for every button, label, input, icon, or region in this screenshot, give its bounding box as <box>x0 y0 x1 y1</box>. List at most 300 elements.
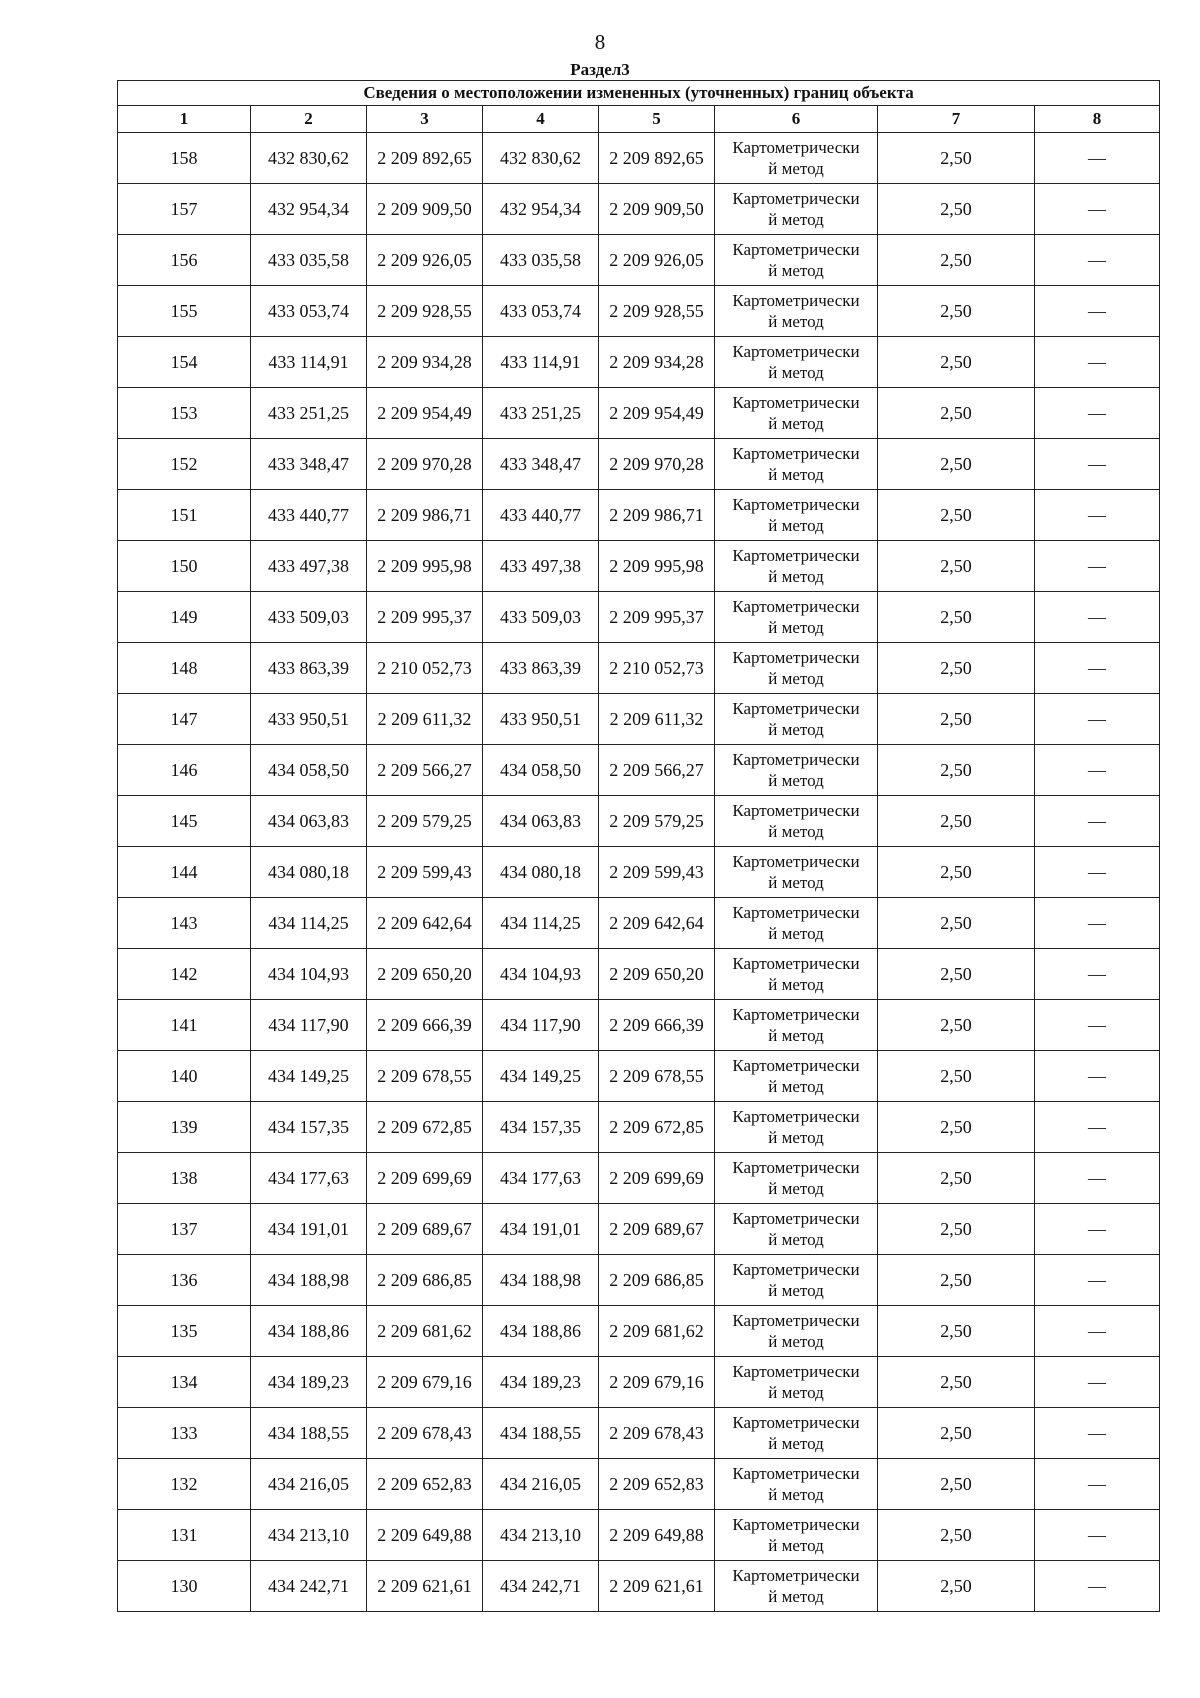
method-text-line1: Картометрически <box>732 1515 860 1534</box>
x-coordinate-refined-cell: 433 950,51 <box>483 694 599 745</box>
x-coordinate-cell: 434 058,50 <box>251 745 367 796</box>
point-number-cell: 153 <box>118 388 251 439</box>
note-cell: — <box>1035 949 1160 1000</box>
y-coordinate-refined-cell: 2 209 650,20 <box>599 949 715 1000</box>
table-row <box>118 439 1160 490</box>
method-text-line1: Картометрически <box>732 597 860 616</box>
x-coordinate-cell: 434 114,25 <box>251 898 367 949</box>
method-cell <box>715 898 878 949</box>
y-coordinate-refined-cell: 2 209 681,62 <box>599 1306 715 1357</box>
column-number-8: 8 <box>1035 106 1160 133</box>
note-cell: — <box>1035 745 1160 796</box>
method-text-line1: Картометрически <box>732 342 860 361</box>
method-text-line1: Картометрически <box>732 291 860 310</box>
y-coordinate-refined-cell: 2 209 986,71 <box>599 490 715 541</box>
method-text-line1: Картометрически <box>732 393 860 412</box>
method-text-line2: й метод <box>768 822 824 841</box>
y-coordinate-cell: 2 209 686,85 <box>367 1255 483 1306</box>
point-number-cell: 152 <box>118 439 251 490</box>
method-cell <box>715 1255 878 1306</box>
method-text-line2: й метод <box>768 1383 824 1402</box>
note-cell: — <box>1035 796 1160 847</box>
method-cell <box>715 337 878 388</box>
boundary-coordinates-table <box>117 80 1160 1612</box>
y-coordinate-cell: 2 209 926,05 <box>367 235 483 286</box>
table-row <box>118 1051 1160 1102</box>
column-number-7: 7 <box>878 106 1035 133</box>
method-text-line1: Картометрически <box>732 1005 860 1024</box>
y-coordinate-refined-cell: 2 209 672,85 <box>599 1102 715 1153</box>
method-text-line1: Картометрически <box>732 1362 860 1381</box>
y-coordinate-cell: 2 209 892,65 <box>367 133 483 184</box>
method-cell <box>715 235 878 286</box>
method-text-line2: й метод <box>768 975 824 994</box>
point-number-cell: 150 <box>118 541 251 592</box>
method-cell <box>715 796 878 847</box>
y-coordinate-refined-cell: 2 209 579,25 <box>599 796 715 847</box>
method-cell <box>715 286 878 337</box>
accuracy-cell: 2,50 <box>878 898 1035 949</box>
table-row <box>118 898 1160 949</box>
method-text-line2: й метод <box>768 516 824 535</box>
method-cell <box>715 1051 878 1102</box>
x-coordinate-refined-cell: 433 509,03 <box>483 592 599 643</box>
method-text-line2: й метод <box>768 1536 824 1555</box>
x-coordinate-refined-cell: 434 114,25 <box>483 898 599 949</box>
x-coordinate-refined-cell: 434 188,98 <box>483 1255 599 1306</box>
method-text-line1: Картометрически <box>732 903 860 922</box>
note-cell: — <box>1035 694 1160 745</box>
method-cell <box>715 1357 878 1408</box>
method-text-line2: й метод <box>768 1179 824 1198</box>
x-coordinate-refined-cell: 433 114,91 <box>483 337 599 388</box>
y-coordinate-refined-cell: 2 209 995,37 <box>599 592 715 643</box>
column-number-row <box>118 106 1160 133</box>
accuracy-cell: 2,50 <box>878 847 1035 898</box>
point-number-cell: 134 <box>118 1357 251 1408</box>
accuracy-cell: 2,50 <box>878 1357 1035 1408</box>
method-cell <box>715 541 878 592</box>
method-text-line2: й метод <box>768 1332 824 1351</box>
method-text-line2: й метод <box>768 1077 824 1096</box>
section-title: Раздел3 <box>570 60 630 79</box>
column-number-5: 5 <box>599 106 715 133</box>
column-number-4: 4 <box>483 106 599 133</box>
point-number-cell: 143 <box>118 898 251 949</box>
method-cell <box>715 1459 878 1510</box>
table-row <box>118 694 1160 745</box>
x-coordinate-cell: 434 080,18 <box>251 847 367 898</box>
y-coordinate-cell: 2 209 678,43 <box>367 1408 483 1459</box>
method-text-line2: й метод <box>768 210 824 229</box>
note-cell: — <box>1035 1510 1160 1561</box>
method-text-line2: й метод <box>768 720 824 739</box>
method-text-line1: Картометрически <box>732 1209 860 1228</box>
table-row <box>118 1306 1160 1357</box>
point-number-cell: 132 <box>118 1459 251 1510</box>
point-number-cell: 145 <box>118 796 251 847</box>
y-coordinate-refined-cell: 2 209 642,64 <box>599 898 715 949</box>
method-text-line2: й метод <box>768 1434 824 1453</box>
accuracy-cell: 2,50 <box>878 949 1035 1000</box>
y-coordinate-cell: 2 209 679,16 <box>367 1357 483 1408</box>
method-cell <box>715 388 878 439</box>
y-coordinate-refined-cell: 2 210 052,73 <box>599 643 715 694</box>
x-coordinate-refined-cell: 433 863,39 <box>483 643 599 694</box>
x-coordinate-cell: 432 954,34 <box>251 184 367 235</box>
method-text-line2: й метод <box>768 924 824 943</box>
y-coordinate-refined-cell: 2 209 909,50 <box>599 184 715 235</box>
x-coordinate-cell: 434 213,10 <box>251 1510 367 1561</box>
x-coordinate-cell: 434 177,63 <box>251 1153 367 1204</box>
table-row <box>118 337 1160 388</box>
y-coordinate-cell: 2 209 934,28 <box>367 337 483 388</box>
accuracy-cell: 2,50 <box>878 439 1035 490</box>
column-number-3: 3 <box>367 106 483 133</box>
method-cell <box>715 1561 878 1612</box>
accuracy-cell: 2,50 <box>878 337 1035 388</box>
method-cell <box>715 490 878 541</box>
method-text-line1: Картометрически <box>732 750 860 769</box>
method-text-line1: Картометрически <box>732 138 860 157</box>
y-coordinate-cell: 2 209 909,50 <box>367 184 483 235</box>
x-coordinate-cell: 434 157,35 <box>251 1102 367 1153</box>
accuracy-cell: 2,50 <box>878 133 1035 184</box>
note-cell: — <box>1035 133 1160 184</box>
method-cell <box>715 592 878 643</box>
accuracy-cell: 2,50 <box>878 1051 1035 1102</box>
y-coordinate-refined-cell: 2 209 566,27 <box>599 745 715 796</box>
note-cell: — <box>1035 1357 1160 1408</box>
y-coordinate-refined-cell: 2 209 970,28 <box>599 439 715 490</box>
point-number-cell: 135 <box>118 1306 251 1357</box>
y-coordinate-cell: 2 209 672,85 <box>367 1102 483 1153</box>
point-number-cell: 133 <box>118 1408 251 1459</box>
point-number-cell: 131 <box>118 1510 251 1561</box>
x-coordinate-cell: 433 440,77 <box>251 490 367 541</box>
method-cell <box>715 133 878 184</box>
y-coordinate-refined-cell: 2 209 599,43 <box>599 847 715 898</box>
method-text-line1: Картометрически <box>732 648 860 667</box>
table-row <box>118 643 1160 694</box>
method-text-line1: Картометрически <box>732 1107 860 1126</box>
accuracy-cell: 2,50 <box>878 1459 1035 1510</box>
y-coordinate-cell: 2 210 052,73 <box>367 643 483 694</box>
note-cell: — <box>1035 337 1160 388</box>
accuracy-cell: 2,50 <box>878 388 1035 439</box>
x-coordinate-refined-cell: 434 213,10 <box>483 1510 599 1561</box>
accuracy-cell: 2,50 <box>878 745 1035 796</box>
method-cell <box>715 439 878 490</box>
y-coordinate-cell: 2 209 689,67 <box>367 1204 483 1255</box>
point-number-cell: 139 <box>118 1102 251 1153</box>
point-number-cell: 138 <box>118 1153 251 1204</box>
method-text-line2: й метод <box>768 1026 824 1045</box>
table-row <box>118 1255 1160 1306</box>
x-coordinate-cell: 434 149,25 <box>251 1051 367 1102</box>
method-text-line2: й метод <box>768 1128 824 1147</box>
method-text-line1: Картометрически <box>732 1311 860 1330</box>
y-coordinate-cell: 2 209 621,61 <box>367 1561 483 1612</box>
method-text-line2: й метод <box>768 618 824 637</box>
accuracy-cell: 2,50 <box>878 490 1035 541</box>
y-coordinate-cell: 2 209 928,55 <box>367 286 483 337</box>
y-coordinate-cell: 2 209 970,28 <box>367 439 483 490</box>
page-number: 8 <box>594 30 606 54</box>
column-number-1: 1 <box>118 106 251 133</box>
x-coordinate-cell: 433 251,25 <box>251 388 367 439</box>
method-text-line2: й метод <box>768 1485 824 1504</box>
table-row <box>118 388 1160 439</box>
method-cell <box>715 745 878 796</box>
y-coordinate-cell: 2 209 650,20 <box>367 949 483 1000</box>
y-coordinate-refined-cell: 2 209 926,05 <box>599 235 715 286</box>
y-coordinate-cell: 2 209 611,32 <box>367 694 483 745</box>
point-number-cell: 148 <box>118 643 251 694</box>
note-cell: — <box>1035 1408 1160 1459</box>
point-number-cell: 157 <box>118 184 251 235</box>
x-coordinate-refined-cell: 434 188,55 <box>483 1408 599 1459</box>
method-cell <box>715 694 878 745</box>
x-coordinate-cell: 433 950,51 <box>251 694 367 745</box>
method-text-line2: й метод <box>768 669 824 688</box>
x-coordinate-cell: 434 188,98 <box>251 1255 367 1306</box>
y-coordinate-cell: 2 209 995,37 <box>367 592 483 643</box>
x-coordinate-cell: 433 348,47 <box>251 439 367 490</box>
point-number-cell: 151 <box>118 490 251 541</box>
y-coordinate-cell: 2 209 642,64 <box>367 898 483 949</box>
y-coordinate-cell: 2 209 599,43 <box>367 847 483 898</box>
method-text-line1: Картометрически <box>732 444 860 463</box>
accuracy-cell: 2,50 <box>878 1102 1035 1153</box>
x-coordinate-refined-cell: 434 188,86 <box>483 1306 599 1357</box>
y-coordinate-refined-cell: 2 209 699,69 <box>599 1153 715 1204</box>
y-coordinate-cell: 2 209 699,69 <box>367 1153 483 1204</box>
note-cell: — <box>1035 1306 1160 1357</box>
accuracy-cell: 2,50 <box>878 235 1035 286</box>
note-cell: — <box>1035 439 1160 490</box>
table-row <box>118 1102 1160 1153</box>
accuracy-cell: 2,50 <box>878 184 1035 235</box>
method-text-line2: й метод <box>768 261 824 280</box>
method-text-line2: й метод <box>768 873 824 892</box>
y-coordinate-refined-cell: 2 209 934,28 <box>599 337 715 388</box>
table-row <box>118 796 1160 847</box>
note-cell: — <box>1035 847 1160 898</box>
y-coordinate-refined-cell: 2 209 652,83 <box>599 1459 715 1510</box>
table-row <box>118 1510 1160 1561</box>
x-coordinate-refined-cell: 433 035,58 <box>483 235 599 286</box>
y-coordinate-refined-cell: 2 209 686,85 <box>599 1255 715 1306</box>
method-text-line1: Картометрически <box>732 1464 860 1483</box>
table-row <box>118 490 1160 541</box>
x-coordinate-cell: 433 509,03 <box>251 592 367 643</box>
y-coordinate-cell: 2 209 986,71 <box>367 490 483 541</box>
x-coordinate-refined-cell: 432 954,34 <box>483 184 599 235</box>
y-coordinate-refined-cell: 2 209 954,49 <box>599 388 715 439</box>
y-coordinate-cell: 2 209 681,62 <box>367 1306 483 1357</box>
table-row <box>118 1459 1160 1510</box>
method-text-line1: Картометрически <box>732 1566 860 1585</box>
table-row <box>118 541 1160 592</box>
note-cell: — <box>1035 490 1160 541</box>
method-cell <box>715 1510 878 1561</box>
x-coordinate-cell: 433 053,74 <box>251 286 367 337</box>
point-number-cell: 140 <box>118 1051 251 1102</box>
x-coordinate-refined-cell: 434 191,01 <box>483 1204 599 1255</box>
y-coordinate-refined-cell: 2 209 679,16 <box>599 1357 715 1408</box>
method-text-line1: Картометрически <box>732 1260 860 1279</box>
x-coordinate-refined-cell: 433 440,77 <box>483 490 599 541</box>
y-coordinate-cell: 2 209 652,83 <box>367 1459 483 1510</box>
y-coordinate-cell: 2 209 678,55 <box>367 1051 483 1102</box>
y-coordinate-cell: 2 209 954,49 <box>367 388 483 439</box>
table-row <box>118 1408 1160 1459</box>
accuracy-cell: 2,50 <box>878 541 1035 592</box>
column-number-6: 6 <box>715 106 878 133</box>
method-cell <box>715 643 878 694</box>
method-text-line2: й метод <box>768 465 824 484</box>
method-text-line2: й метод <box>768 1281 824 1300</box>
method-text-line1: Картометрически <box>732 189 860 208</box>
x-coordinate-cell: 433 497,38 <box>251 541 367 592</box>
x-coordinate-refined-cell: 434 242,71 <box>483 1561 599 1612</box>
method-text-line2: й метод <box>768 1587 824 1606</box>
accuracy-cell: 2,50 <box>878 1000 1035 1051</box>
method-text-line2: й метод <box>768 771 824 790</box>
accuracy-cell: 2,50 <box>878 1153 1035 1204</box>
y-coordinate-refined-cell: 2 209 995,98 <box>599 541 715 592</box>
method-cell <box>715 1102 878 1153</box>
accuracy-cell: 2,50 <box>878 1408 1035 1459</box>
y-coordinate-cell: 2 209 666,39 <box>367 1000 483 1051</box>
method-cell <box>715 949 878 1000</box>
method-cell <box>715 1408 878 1459</box>
method-text-line1: Картометрически <box>732 954 860 973</box>
point-number-cell: 155 <box>118 286 251 337</box>
method-text-line2: й метод <box>768 414 824 433</box>
accuracy-cell: 2,50 <box>878 592 1035 643</box>
method-text-line2: й метод <box>768 312 824 331</box>
accuracy-cell: 2,50 <box>878 286 1035 337</box>
method-text-line1: Картометрически <box>732 1056 860 1075</box>
point-number-cell: 147 <box>118 694 251 745</box>
y-coordinate-refined-cell: 2 209 649,88 <box>599 1510 715 1561</box>
note-cell: — <box>1035 643 1160 694</box>
point-number-cell: 144 <box>118 847 251 898</box>
accuracy-cell: 2,50 <box>878 796 1035 847</box>
x-coordinate-refined-cell: 433 251,25 <box>483 388 599 439</box>
point-number-cell: 154 <box>118 337 251 388</box>
table-row <box>118 1153 1160 1204</box>
x-coordinate-refined-cell: 434 063,83 <box>483 796 599 847</box>
x-coordinate-refined-cell: 434 058,50 <box>483 745 599 796</box>
note-cell: — <box>1035 1000 1160 1051</box>
note-cell: — <box>1035 286 1160 337</box>
x-coordinate-cell: 433 863,39 <box>251 643 367 694</box>
method-text-line2: й метод <box>768 363 824 382</box>
table-row <box>118 847 1160 898</box>
x-coordinate-refined-cell: 434 189,23 <box>483 1357 599 1408</box>
table-row <box>118 133 1160 184</box>
method-text-line1: Картометрически <box>732 1413 860 1432</box>
table-row <box>118 1000 1160 1051</box>
x-coordinate-cell: 433 035,58 <box>251 235 367 286</box>
method-text-line1: Картометрически <box>732 1158 860 1177</box>
point-number-cell: 156 <box>118 235 251 286</box>
note-cell: — <box>1035 1561 1160 1612</box>
y-coordinate-refined-cell: 2 209 678,43 <box>599 1408 715 1459</box>
x-coordinate-cell: 434 189,23 <box>251 1357 367 1408</box>
accuracy-cell: 2,50 <box>878 1306 1035 1357</box>
point-number-cell: 146 <box>118 745 251 796</box>
note-cell: — <box>1035 898 1160 949</box>
y-coordinate-refined-cell: 2 209 666,39 <box>599 1000 715 1051</box>
x-coordinate-refined-cell: 433 053,74 <box>483 286 599 337</box>
table-row <box>118 184 1160 235</box>
method-text-line1: Картометрически <box>732 546 860 565</box>
x-coordinate-cell: 434 242,71 <box>251 1561 367 1612</box>
y-coordinate-refined-cell: 2 209 678,55 <box>599 1051 715 1102</box>
method-text-line2: й метод <box>768 159 824 178</box>
method-text-line1: Картометрически <box>732 240 860 259</box>
method-cell <box>715 1204 878 1255</box>
y-coordinate-refined-cell: 2 209 928,55 <box>599 286 715 337</box>
x-coordinate-cell: 433 114,91 <box>251 337 367 388</box>
note-cell: — <box>1035 1153 1160 1204</box>
accuracy-cell: 2,50 <box>878 643 1035 694</box>
method-cell <box>715 847 878 898</box>
y-coordinate-refined-cell: 2 209 621,61 <box>599 1561 715 1612</box>
accuracy-cell: 2,50 <box>878 1561 1035 1612</box>
x-coordinate-cell: 434 063,83 <box>251 796 367 847</box>
y-coordinate-cell: 2 209 566,27 <box>367 745 483 796</box>
method-text-line2: й метод <box>768 567 824 586</box>
method-text-line1: Картометрически <box>732 495 860 514</box>
note-cell: — <box>1035 235 1160 286</box>
method-text-line2: й метод <box>768 1230 824 1249</box>
note-cell: — <box>1035 184 1160 235</box>
table-caption: Сведения о местоположении измененных (уточненных) границ объекта <box>118 81 1160 106</box>
table-row <box>118 1204 1160 1255</box>
note-cell: — <box>1035 1459 1160 1510</box>
x-coordinate-cell: 434 117,90 <box>251 1000 367 1051</box>
x-coordinate-refined-cell: 434 117,90 <box>483 1000 599 1051</box>
x-coordinate-cell: 434 191,01 <box>251 1204 367 1255</box>
x-coordinate-refined-cell: 434 149,25 <box>483 1051 599 1102</box>
y-coordinate-cell: 2 209 579,25 <box>367 796 483 847</box>
x-coordinate-cell: 434 188,55 <box>251 1408 367 1459</box>
note-cell: — <box>1035 592 1160 643</box>
x-coordinate-cell: 432 830,62 <box>251 133 367 184</box>
note-cell: — <box>1035 541 1160 592</box>
x-coordinate-refined-cell: 434 080,18 <box>483 847 599 898</box>
x-coordinate-refined-cell: 433 497,38 <box>483 541 599 592</box>
table-row <box>118 745 1160 796</box>
x-coordinate-cell: 434 104,93 <box>251 949 367 1000</box>
table-row <box>118 592 1160 643</box>
x-coordinate-refined-cell: 434 177,63 <box>483 1153 599 1204</box>
note-cell: — <box>1035 1051 1160 1102</box>
point-number-cell: 136 <box>118 1255 251 1306</box>
note-cell: — <box>1035 388 1160 439</box>
accuracy-cell: 2,50 <box>878 1204 1035 1255</box>
x-coordinate-refined-cell: 434 104,93 <box>483 949 599 1000</box>
point-number-cell: 158 <box>118 133 251 184</box>
method-cell <box>715 1306 878 1357</box>
x-coordinate-refined-cell: 433 348,47 <box>483 439 599 490</box>
note-cell: — <box>1035 1204 1160 1255</box>
